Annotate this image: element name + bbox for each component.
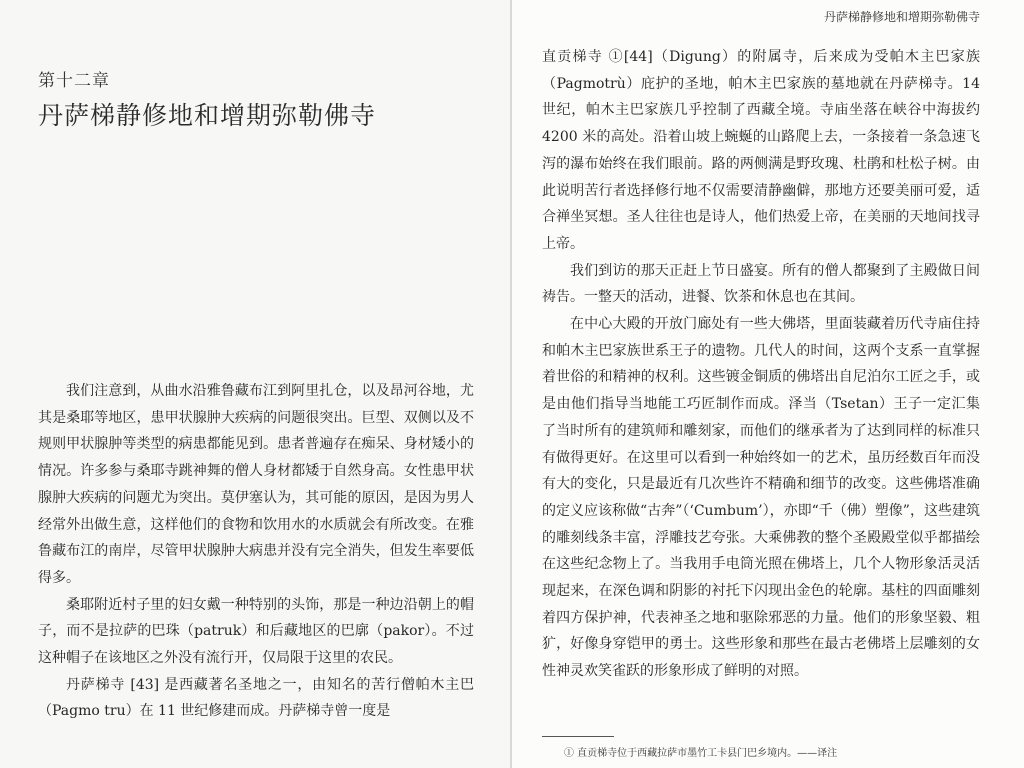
chapter-number: 第十二章 xyxy=(38,71,110,91)
right-page-body xyxy=(542,44,980,685)
left-page xyxy=(0,0,510,768)
chapter-title: 丹萨梯静修地和增期弥勒佛寺 xyxy=(38,101,377,130)
footnote-rule xyxy=(542,736,614,737)
paragraph: 丹萨梯寺 [43] 是西藏著名圣地之一，由知名的苦行僧帕木主巴（Pagmo tru）在 11 世纪修建而成。丹萨梯寺曾一度是 xyxy=(38,676,474,720)
paragraph: 在中心大殿的开放门廊处有一些大佛塔，里面装藏着历代寺庙住持和帕木主巴家族世系王子的遗物。几代人的时间，这两个支系一直掌握着世俗的和精神的权利。这些镀金铜质的佛塔出自尼泊尔工匠之手，或是由他们指导当地能工巧匠制作而成。泽当（Tsetan）王子一定汇集了当时所有的建筑师和雕刻家，而他们的继承者为了达到同样的标准只有做得更好。在这里可以看到一种始终如一的艺术，虽历经数百年而没有大的变化，只是最近有几次些许不精确和细节的改变。这些佛塔准确的定义应该称做“古奔”（‘Cumbum’），亦即“千（佛）塑像”，这些建筑的雕刻线条丰富，浮雕技艺夸张。大乘佛教的整个圣殿殿堂似乎都描绘在这些纪念物上了。当我用手电筒光照在佛塔上，几个人物形象活灵活现起来，在深色调和阴影的衬托下闪现出金色的轮廓。基柱的四面雕刻着四方保护神，代表神圣之地和驱除邪恶的力量。他们的形象坚毅、粗犷，好像身穿铠甲的勇士。这些形象和那些在最古老佛塔上层雕刻的女性神灵欢笑雀跃的形象形成了鲜明的对照。 xyxy=(542,316,980,680)
paragraph: 我们注意到，从曲水沿雅鲁藏布江到阿里扎仓，以及昂河谷地，尤其是桑耶等地区，患甲状腺肿大疾病的问题很突出。巨型、双侧以及不规则甲状腺肿等类型的病患都能见到。患者普遍存在痴呆、身材矮小的情况。许多参与桑耶寺跳神舞的僧人身材都矮于自然身高。女性患甲状腺肿大疾病的问题尤为突出。莫伊塞认为，其可能的原因，是因为男人经常外出做生意，这样他们的食物和饮用水的水质就会有所改变。在雅鲁藏布江的南岸，尽管甲状腺肿大病患并没有完全消失，但发生率要低得多。 xyxy=(38,383,474,586)
paragraph: 桑耶附近村子里的妇女戴一种特别的头饰，那是一种边沿朝上的帽子，而不是拉萨的巴珠（patruk）和后藏地区的巴廓（pakor）。不过这种帽子在该地区之外没有流行开，仅局限于这里的农民。 xyxy=(38,596,474,667)
running-head: 丹萨梯静修地和增期弥勒佛寺 xyxy=(823,10,980,24)
paragraph: 直贡梯寺 ①[44]（Digung）的附属寺，后来成为受帕木主巴家族（Pagmotrù）庇护的圣地，帕木主巴家族的墓地就在丹萨梯寺。14 世纪，帕木主巴家族几乎控制了西藏全境。寺庙坐落在峡谷中海拔约 4200 米的高处。沿着山坡上蜿蜒的山路爬上去，一条接着一条急速飞泻的瀑布始终在我们眼前。路的两侧满是野玫瑰、杜鹃和杜松子树。由此说明苦行者选择修行地不仅需要清静幽僻，那地方还要美丽可爱，适合禅坐冥想。圣人往往也是诗人，他们热爱上帝，在美丽的天地间找寻上帝。 xyxy=(542,49,980,252)
footnote: ① 直贡梯寺位于西藏拉萨市墨竹工卡县门巴乡境内。——译注 xyxy=(564,748,838,759)
left-page-body xyxy=(38,378,474,725)
paragraph: 我们到访的那天正赶上节日盛宴。所有的僧人都聚到了主殿做日间祷告。一整天的活动，进餐、饮茶和休息也在其间。 xyxy=(542,262,980,306)
